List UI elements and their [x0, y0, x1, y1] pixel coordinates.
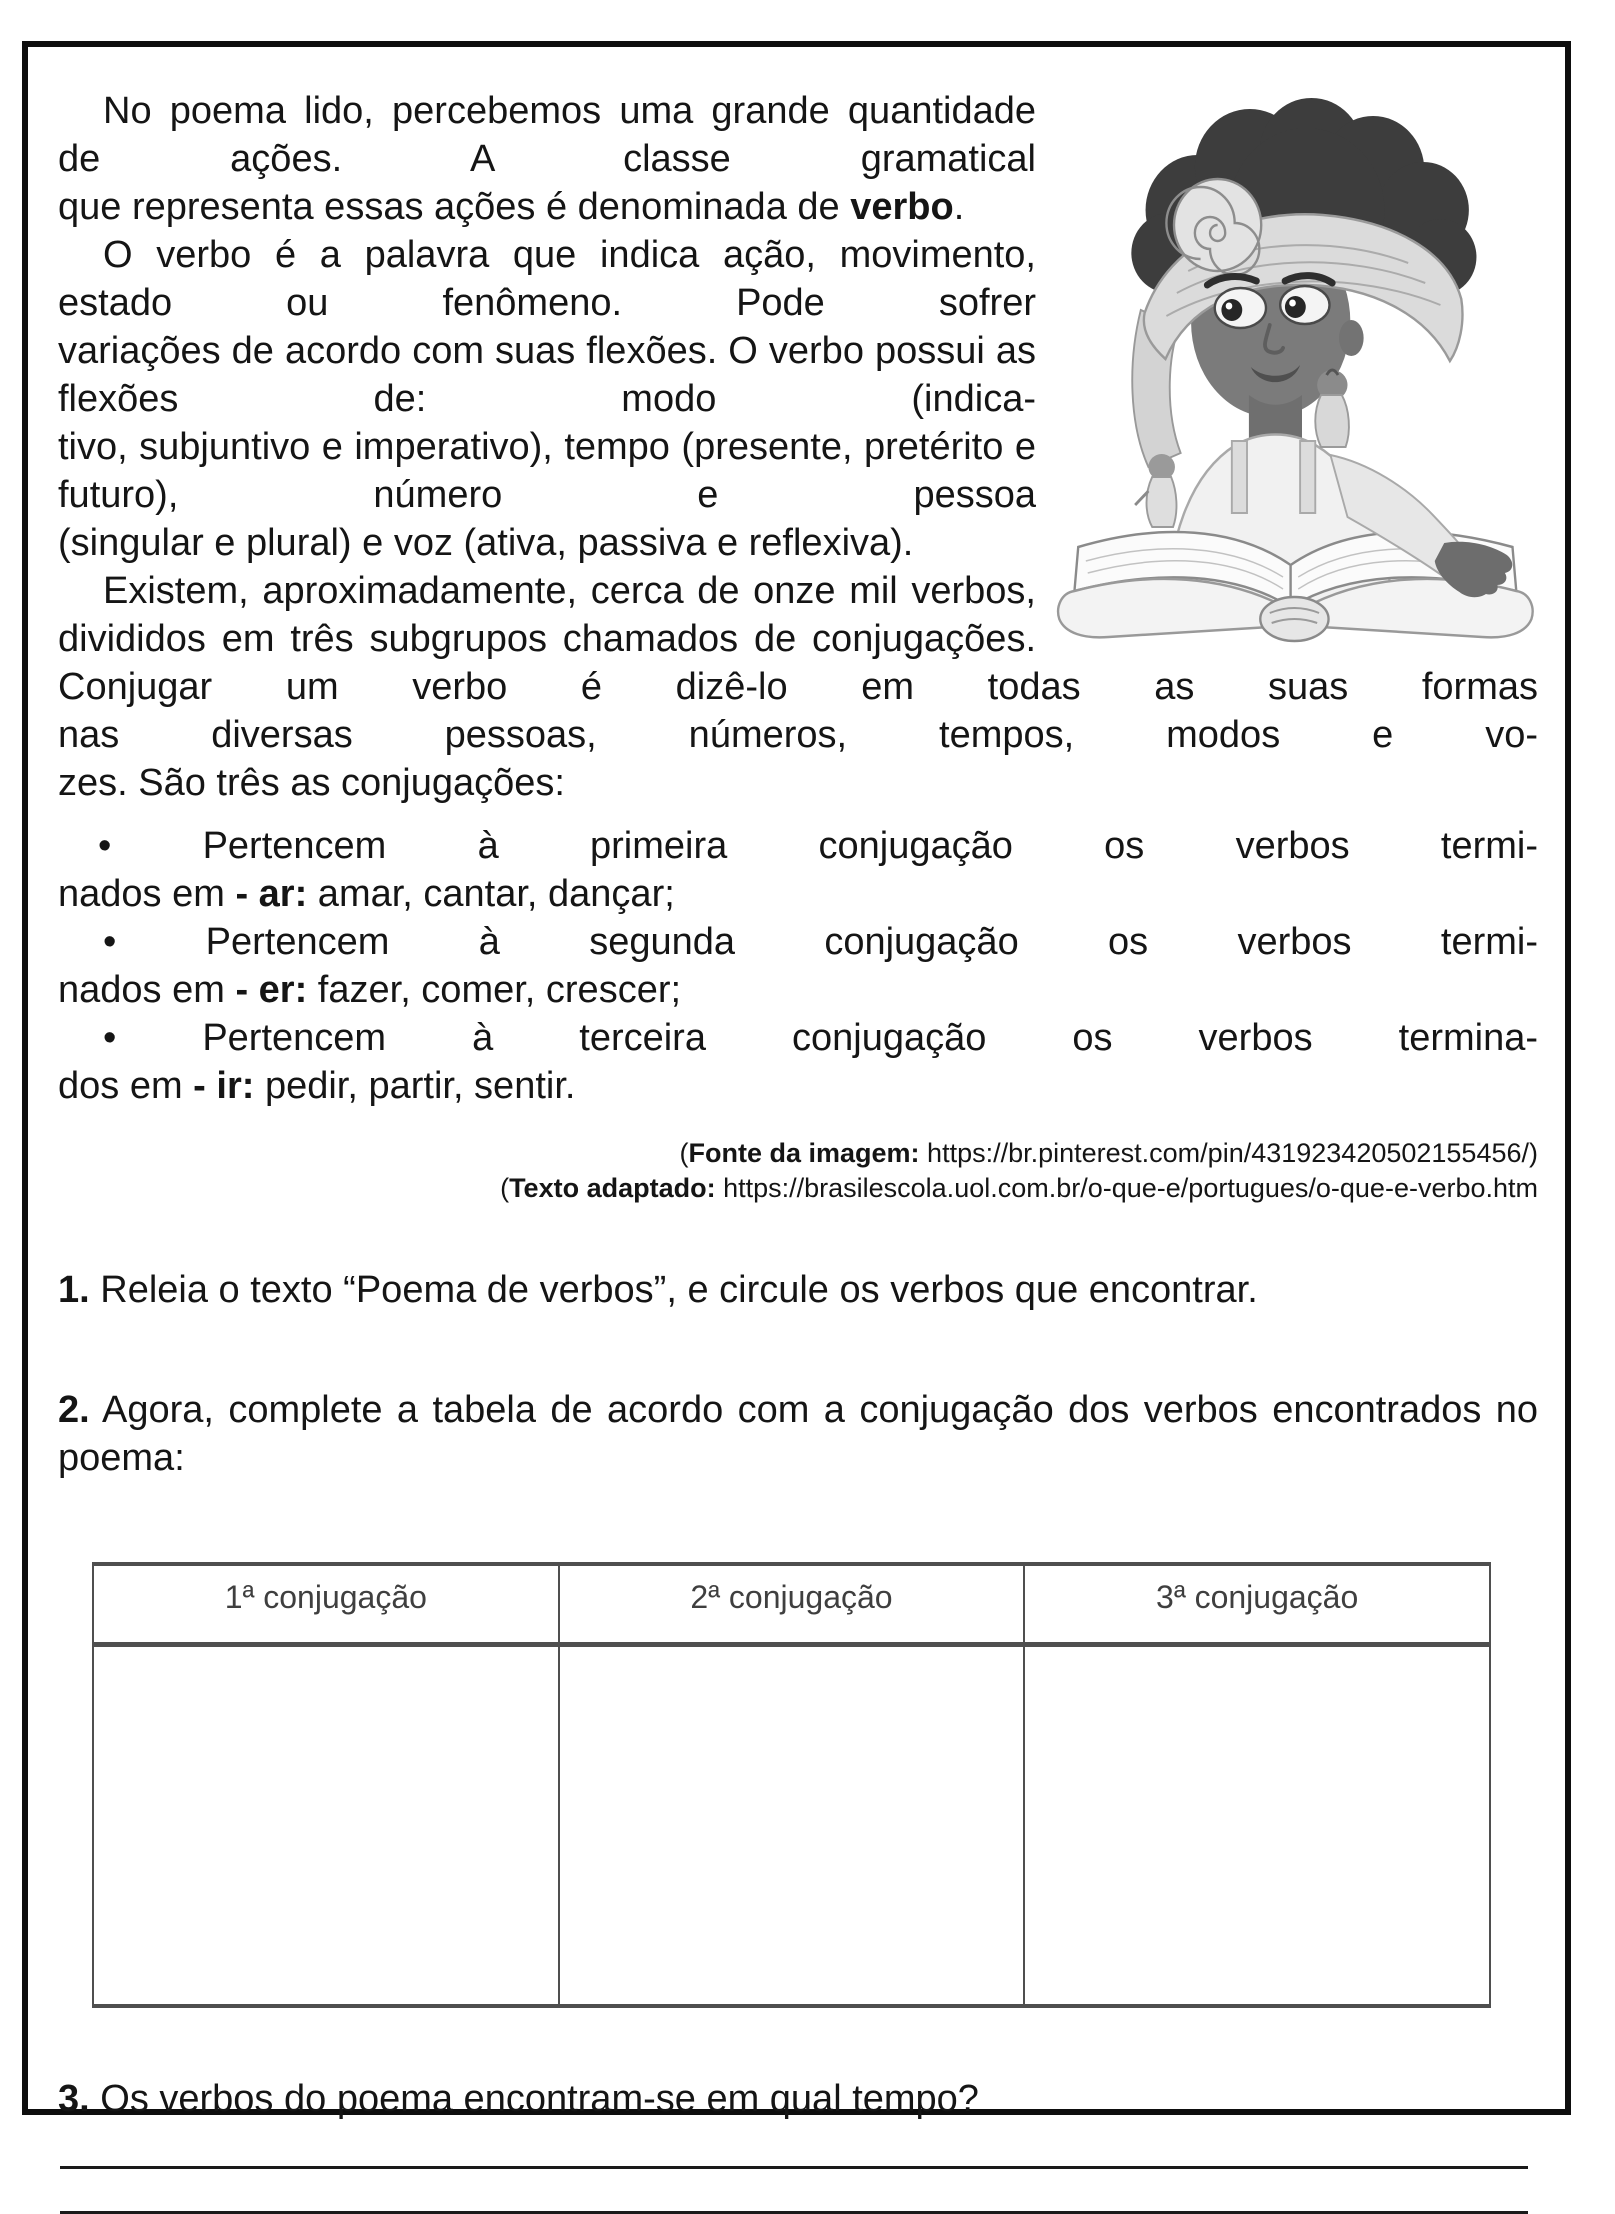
text-passage [58, 87, 1538, 1110]
text-line: No poema lido, percebemos uma grande quantidade de ações. A classe gramatical [58, 90, 1036, 180]
text-line: 1. Releia o texto “Poema de verbos”, e circule os verbos que encontrar. [58, 1269, 1258, 1311]
text-line: 2. Agora, complete a tabela de acordo com a conjugação dos verbos encontrados no [58, 1389, 1538, 1431]
text-source-credit [58, 1171, 1538, 1206]
table-cell-second-conjugation[interactable] [559, 1645, 1025, 2007]
text-line: 3. Os verbos do poema encontram-se em qual tempo? [58, 2078, 979, 2120]
bullet-first-conjugation [58, 822, 1538, 918]
table-cell-third-conjugation[interactable] [1024, 1645, 1490, 2007]
text-line: dos em - ir: pedir, partir, sentir. [58, 1065, 576, 1107]
text-line: (Fonte da imagem: https://br.pinterest.com/pin/431923420502155456/) [679, 1138, 1538, 1168]
answer-line-1[interactable] [60, 2166, 1528, 2169]
text-line: nados em - ar: amar, cantar, dançar; [58, 873, 675, 915]
image-source-credit [58, 1136, 1538, 1171]
conjugation-table-answer-row [93, 1645, 1490, 2007]
text-line: • Pertencem à terceira conjugação os verbos termina- [103, 1017, 1538, 1059]
text-line: • Pertencem à primeira conjugação os verbos termi- [98, 825, 1538, 867]
text-line: • Pertencem à segunda conjugação os verbos termi- [103, 921, 1538, 963]
text-line: nas diversas pessoas, números, tempos, modos e vo- [58, 714, 1538, 756]
text-line: divididos em três subgrupos chamados de conjugações. [58, 618, 1036, 660]
text-line: (singular e plural) e voz (ativa, passiva e reflexiva). [58, 522, 914, 564]
text-line: Conjugar um verbo é dizê-lo em todas as suas formas [58, 666, 1538, 708]
text-line: O verbo é a palavra que indica ação, movimento, estado ou fenômeno. Pode sofrer [58, 234, 1036, 324]
small-doll-left [1135, 454, 1176, 527]
text-line: nados em - er: fazer, comer, crescer; [58, 969, 682, 1011]
question-1 [58, 1266, 1538, 1314]
source-credits [58, 1136, 1538, 1206]
table-header-first-conjugation: 1ª conjugação [93, 1564, 559, 1645]
bullet-third-conjugation [58, 1014, 1538, 1110]
table-cell-first-conjugation[interactable] [93, 1645, 559, 2007]
girl-reading-book-drawing [1046, 95, 1558, 651]
table-header-third-conjugation: 3ª conjugação [1024, 1564, 1490, 1645]
question-3 [58, 2075, 1538, 2123]
text-line: zes. São três as conjugações: [58, 762, 565, 804]
text-line: que representa essas ações é denominada de verbo. [58, 186, 965, 228]
page-border-frame [22, 41, 1571, 2120]
text-line: poema: [58, 1437, 185, 1479]
bullet-second-conjugation [58, 918, 1538, 1014]
girl-reading-book-illustration [1046, 95, 1558, 651]
question-2 [58, 1386, 1538, 1482]
small-doll-shoulder [1315, 370, 1349, 447]
text-line: (Texto adaptado: https://brasilescola.uol.com.br/o-que-e/portugues/o-que-e-verbo.htm [500, 1173, 1538, 1203]
text-line: tivo, subjuntivo e imperativo), tempo (presente, pretérito e futuro), número e pessoa [58, 426, 1036, 516]
text-line: Existem, aproximadamente, cerca de onze mil verbos, [103, 570, 1036, 612]
text-line: variações de acordo com suas flexões. O verbo possui as flexões de: modo (indica- [58, 330, 1036, 420]
conjugation-table-header-row [93, 1564, 1490, 1645]
table-header-second-conjugation: 2ª conjugação [559, 1564, 1025, 1645]
conjugation-table [92, 1562, 1491, 2008]
